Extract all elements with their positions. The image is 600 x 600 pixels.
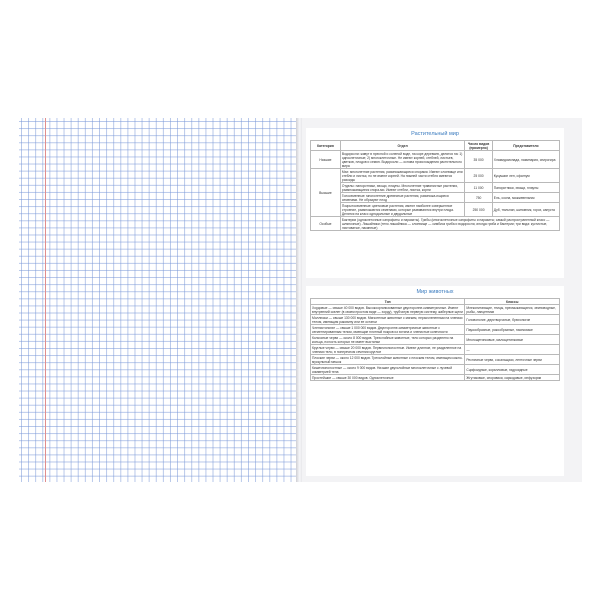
animals-col-classes: Классы [465,299,560,305]
type-cell: Простейшие — свыше 30 000 видов. Одноклеточные [311,375,465,381]
examples-cell: Ель, сосна, можжевельник [492,193,559,203]
table-row [311,203,560,217]
table-row [311,355,560,365]
division-cell: Покрытосеменные: цветковые растения, имеют наиболее совершенное строение, размножаются семенами, которые развиваются внутри плода. Делятся на класс однодольные и двудольные [340,203,465,217]
classes-cell: Млекопитающие, птицы, пресмыкающиеся, земноводные, рыбы, ланцетники [465,305,560,315]
classes-cell: Головоногие, двустворчатые, брюхоногие [465,315,560,325]
plants-header-row [311,141,560,151]
table-row [311,335,560,345]
plants-title: Растительный мир [411,131,459,137]
count-cell: 250 000 [465,203,492,217]
examples-cell: Папоротники, хвощи, плауны [492,183,559,193]
table-row [311,365,560,375]
table-row [311,217,560,231]
category-cell: Высшие [311,169,341,217]
table-row [311,151,560,169]
table-row [311,305,560,315]
table-row [311,193,560,203]
division-cell: Голосеменные: многолетние древесные растения, размножа-ющиеся семенами. Не образуют плод [340,193,465,203]
plants-col-category: Категория [311,141,341,151]
count-cell: 11 000 [465,183,492,193]
category-cell: Особые [311,217,341,231]
classes-cell: Жгутиковые, споровики, саркодовые, инфузории [465,375,560,381]
notebook-spread [19,118,582,482]
category-cell: Низшие [311,151,341,169]
count-cell: 25 000 [465,169,492,183]
table-row [311,169,560,183]
type-cell: Членистоногие — свыше 1 000 000 видов. Двусторонне-симметричные животные с сегментированным телом, имеющие плотный покров из хитина и членистые конечности [311,325,465,335]
division-cell: Бактерии (одноклеточные сапрофиты и паразиты). Грибы (многоклеточные сапрофиты и паразиты; самый распространенный класс — шляпочные). Лишайники (тело лишайника — слоевище — симбиоз гриба и водоросли, иногда гриба и бактерии; три вида: кустистые, листоватые, накипные) [340,217,559,231]
animals-title: Мир животных [416,289,454,295]
grid-page [19,118,297,482]
margin-line [45,118,46,482]
examples-cell: Дуб, тюльпан, шиповник, горох, капуста [492,203,559,217]
type-cell: Хордовые — свыше 40 000 видов. Высокоорганизованные двусторонне-симметричные. Имеют внутренний скелет (в своем простом виде — хорду), трубчатую нервную систему, жаберные щели [311,305,465,315]
classes-cell: Сцифоидные, коралловые, гидроидные [465,365,560,375]
table-row [311,183,560,193]
animals-sheet [306,286,564,476]
count-cell: 35 000 [465,151,492,169]
classes-cell: Многощетинковые, малощетинковые [465,335,560,345]
table-row [311,375,560,381]
division-cell: Мхи: многолетние растения, размножающиеся спорами. Имеют слоевище или стебли и листья, но не имеют корней. На нижней части стебля имеются ризоиды [340,169,465,183]
animals-table [310,298,560,381]
count-cell: 750 [465,193,492,203]
examples-cell: Хламидомонада, ламинария, спирогира [492,151,559,169]
table-row [311,345,560,355]
examples-cell: Кукушкин лен, сфагнум [492,169,559,183]
plants-table [310,140,560,231]
division-cell: Отделы: папоротники, хвощи, плауны. Многолетние травянистые растения, размножающиеся спора-ми. Имеют стебли, листья, корни [340,183,465,193]
plants-col-division: Отдел [340,141,465,151]
classes-cell: — [465,345,560,355]
plants-col-examples: Представители [492,141,559,151]
division-cell: Водоросли: живут в пресной и соленой воде, на коре деревьев, делятся на: 1) одноклеточные; 2) многоклеточные. Не имеют корней, стеблей, листьев, цветков, плодов и семян. Водоросли — основа происхождения растительного мира [340,151,465,169]
animals-col-type: Тип [311,299,465,305]
type-cell: Кишечнополостные — около 9 000 видов. Низшие двухслойные многоклеточные с лучевой симметрией тела [311,365,465,375]
type-cell: Моллюски — свыше 130 000 видов. Мягкотелые животные с мягким, нерасчлененным на членики телом, имеющим раковину или ее остатки [311,315,465,325]
plants-col-count: Число видов (примерно) [465,141,492,151]
table-row [311,325,560,335]
classes-cell: Паукообразные, ракообразные, насекомые [465,325,560,335]
type-cell: Кольчатые черви — около 8 000 видов. Трехслойные животные, тело которых разделено на кольца, полость которых не имеет выстилки [311,335,465,345]
plants-sheet [306,128,564,278]
type-cell: Круглые черви — свыше 20 000 видов. Первичнополостные. Имеют длинное, не разделенное на членики тело, в поперечном сечении круглое [311,345,465,355]
table-row [311,315,560,325]
type-cell: Плоские черви — около 12 000 видов. Трехслойные животные с плоским телом, имеющим кожно-мускульный мешок [311,355,465,365]
reference-page [302,118,582,482]
classes-cell: Ресничные черви, сосальщики, ленточные черви [465,355,560,365]
